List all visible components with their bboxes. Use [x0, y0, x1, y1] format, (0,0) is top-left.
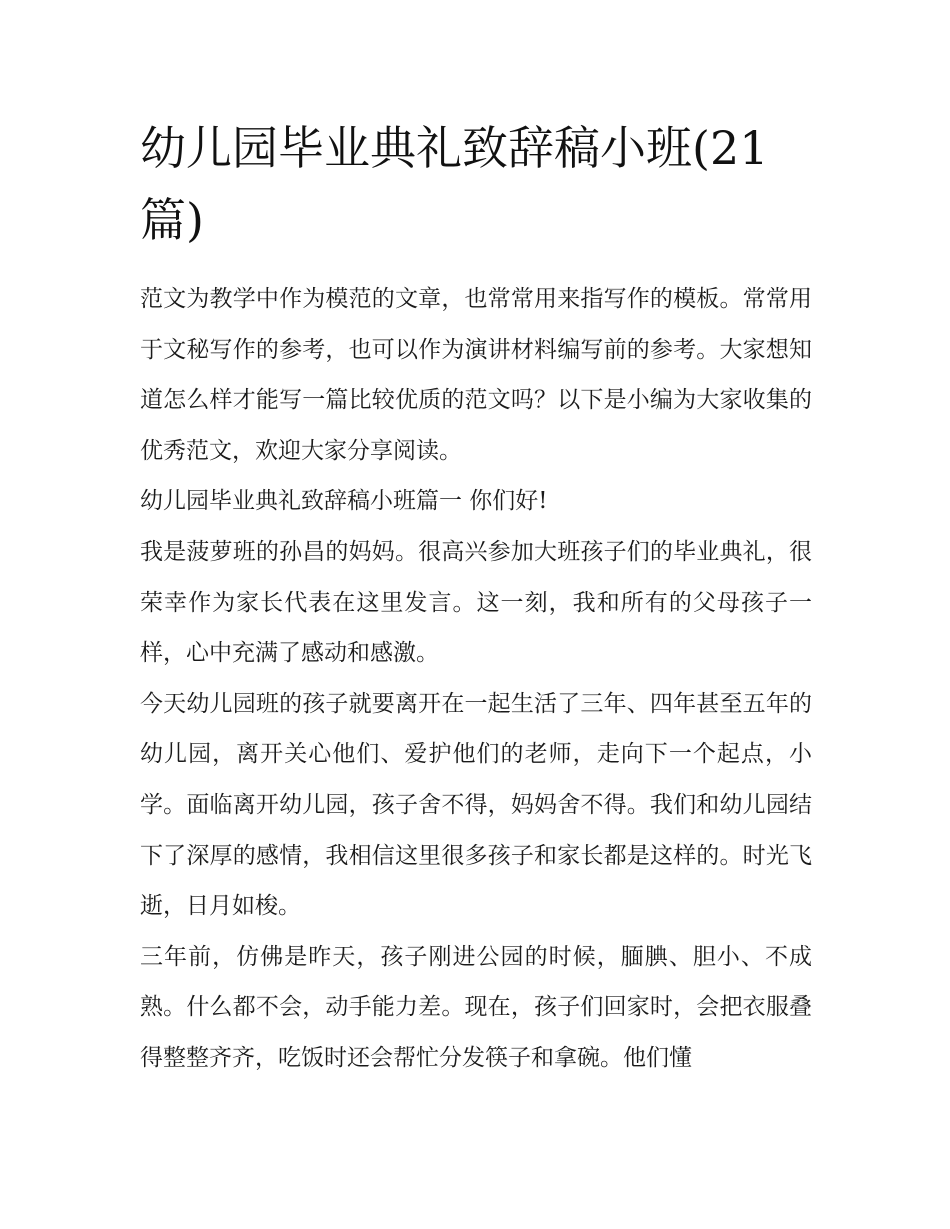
document-body	[140, 112, 812, 1084]
paragraph-intro: 范文为教学中作为模范的文章，也常常用来指写作的模板。常常用于文秘写作的参考，也可以作为演讲材料编写前的参考。大家想知道怎么样才能写一篇比较优质的范文吗？以下是小编为大家收集的优秀范文，欢迎大家分享阅读。	[140, 286, 812, 464]
paragraph-section-heading: 幼儿园毕业典礼致辞稿小班篇一 你们好!	[140, 488, 548, 515]
paragraph-three-years-ago: 三年前，仿佛是昨天，孩子刚进公园的时候，腼腆、胆小、不成熟。什么都不会，动手能力差。现在，孩子们回家时，会把衣服叠得整整齐齐，吃饭时还会帮忙分发筷子和拿碗。他们懂	[140, 943, 812, 1071]
document-title: 幼儿园毕业典礼致辞稿小班(21篇)	[140, 121, 769, 247]
paragraph-speaker-intro: 我是菠萝班的孙昌的妈妈。很高兴参加大班孩子们的毕业典礼，很荣幸作为家长代表在这里发言。这一刻，我和所有的父母孩子一样，心中充满了感动和感激。	[140, 538, 812, 667]
paragraph-leaving-kindergarten: 今天幼儿园班的孩子就要离开在一起生活了三年、四年甚至五年的幼儿园，离开关心他们、爱护他们的老师，走向下一个起点，小学。面临离开幼儿园，孩子舍不得，妈妈舍不得。我们和幼儿园结下了深厚的感情，我相信这里很多孩子和家长都是这样的。时光飞逝，日月如梭。	[140, 690, 812, 920]
